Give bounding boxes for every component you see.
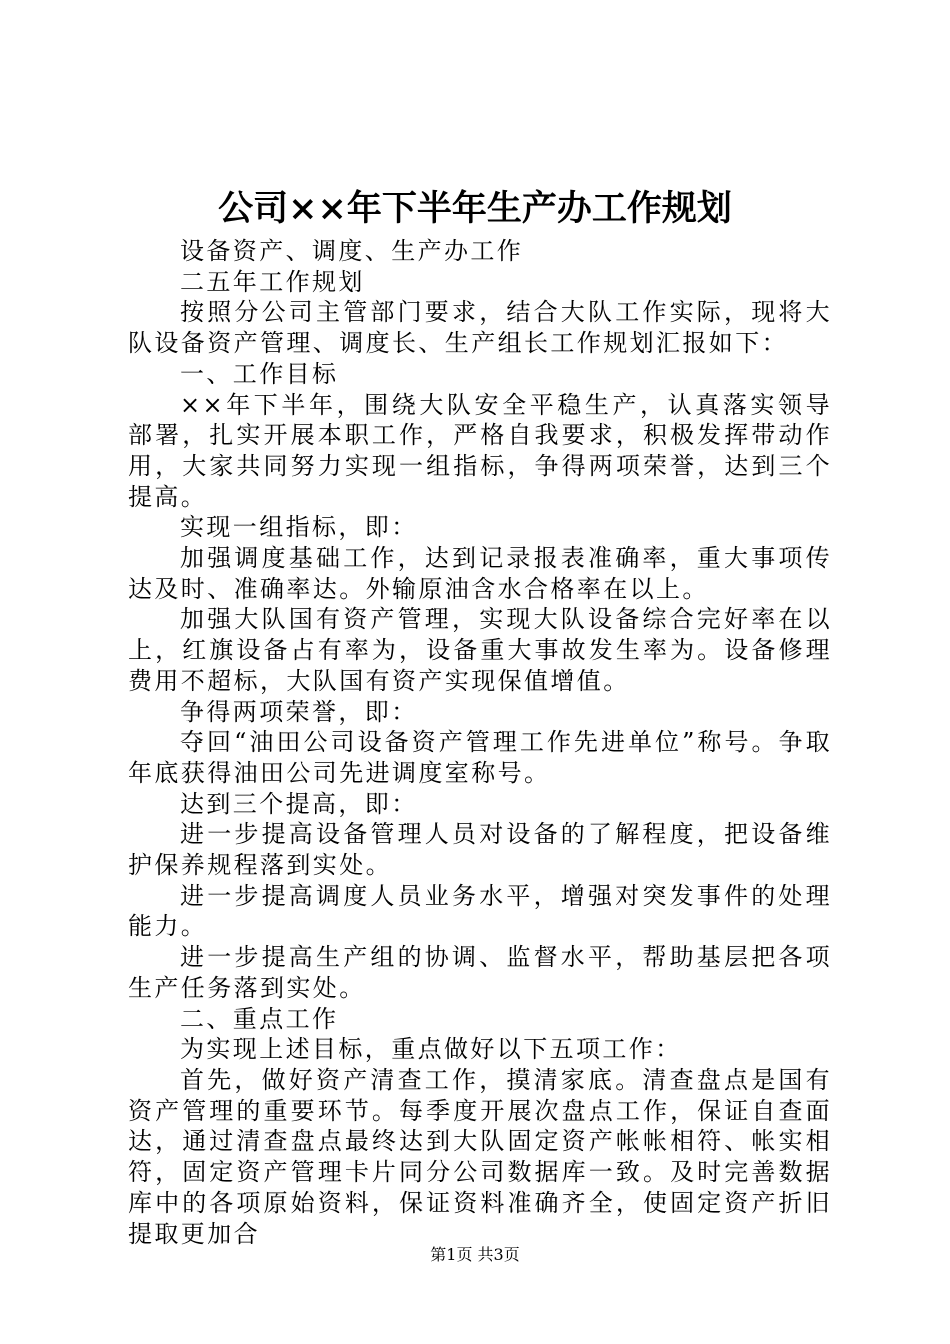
- paragraph: 按照分公司主管部门要求，结合大队工作实际，现将大队设备资产管理、调度长、生产组长工作规划汇报如下：: [128, 298, 832, 358]
- paragraph: 设备资产、调度、生产办工作: [180, 237, 524, 265]
- paragraph: 争得两项荣誉，即：: [180, 697, 418, 726]
- paragraph: 夺回“油田公司设备资产管理工作先进单位”称号。争取年底获得油田公司先进调度室称号。: [128, 728, 832, 787]
- paragraph: 加强调度基础工作，达到记录报表准确率，重大事项传达及时、准确率达。外输原油含水合格率在以上。: [128, 544, 832, 603]
- paragraph: 为实现上述目标，重点做好以下五项工作：: [180, 1035, 682, 1064]
- section-heading: 二、重点工作: [180, 1004, 339, 1033]
- paragraph: 加强大队国有资产管理，实现大队设备综合完好率在以上，红旗设备占有率为，设备重大事故发生率为。设备修理费用不超标，大队国有资产实现保值增值。: [128, 605, 832, 695]
- page-footer: 第1页 共3页: [430, 1245, 520, 1264]
- paragraph: ××年下半年，围绕大队安全平稳生产，认真落实领导部署，扎实开展本职工作，严格自我要求，积极发挥带动作用，大家共同努力实现一组指标，争得两项荣誉，达到三个提高。: [128, 390, 832, 511]
- section-heading: 一、工作目标: [180, 359, 339, 388]
- paragraph: 进一步提高调度人员业务水平，增强对突发事件的处理能力。: [128, 881, 832, 941]
- document-title: 公司××年下半年生产办工作规划: [218, 188, 732, 229]
- document-body: [128, 236, 832, 1249]
- paragraph: 达到三个提高，即：: [180, 789, 418, 818]
- paragraph: 进一步提高生产组的协调、监督水平，帮助基层把各项生产任务落到实处。: [128, 943, 832, 1002]
- paragraph: 首先，做好资产清查工作，摸清家底。清查盘点是国有资产管理的重要环节。每季度开展次盘点工作，保证自查面达，通过清查盘点最终达到大队固定资产帐帐相符、帐实相符，固定资产管理卡片同分公司数据库一致。及时完善数据库中的各项原始资料，保证资料准确齐全，使固定资产折旧提取更加合: [128, 1065, 832, 1248]
- paragraph: 实现一组指标，即：: [180, 513, 418, 542]
- paragraph: 二五年工作规划: [180, 267, 365, 296]
- paragraph: 进一步提高设备管理人员对设备的了解程度，把设备维护保养规程落到实处。: [128, 820, 832, 880]
